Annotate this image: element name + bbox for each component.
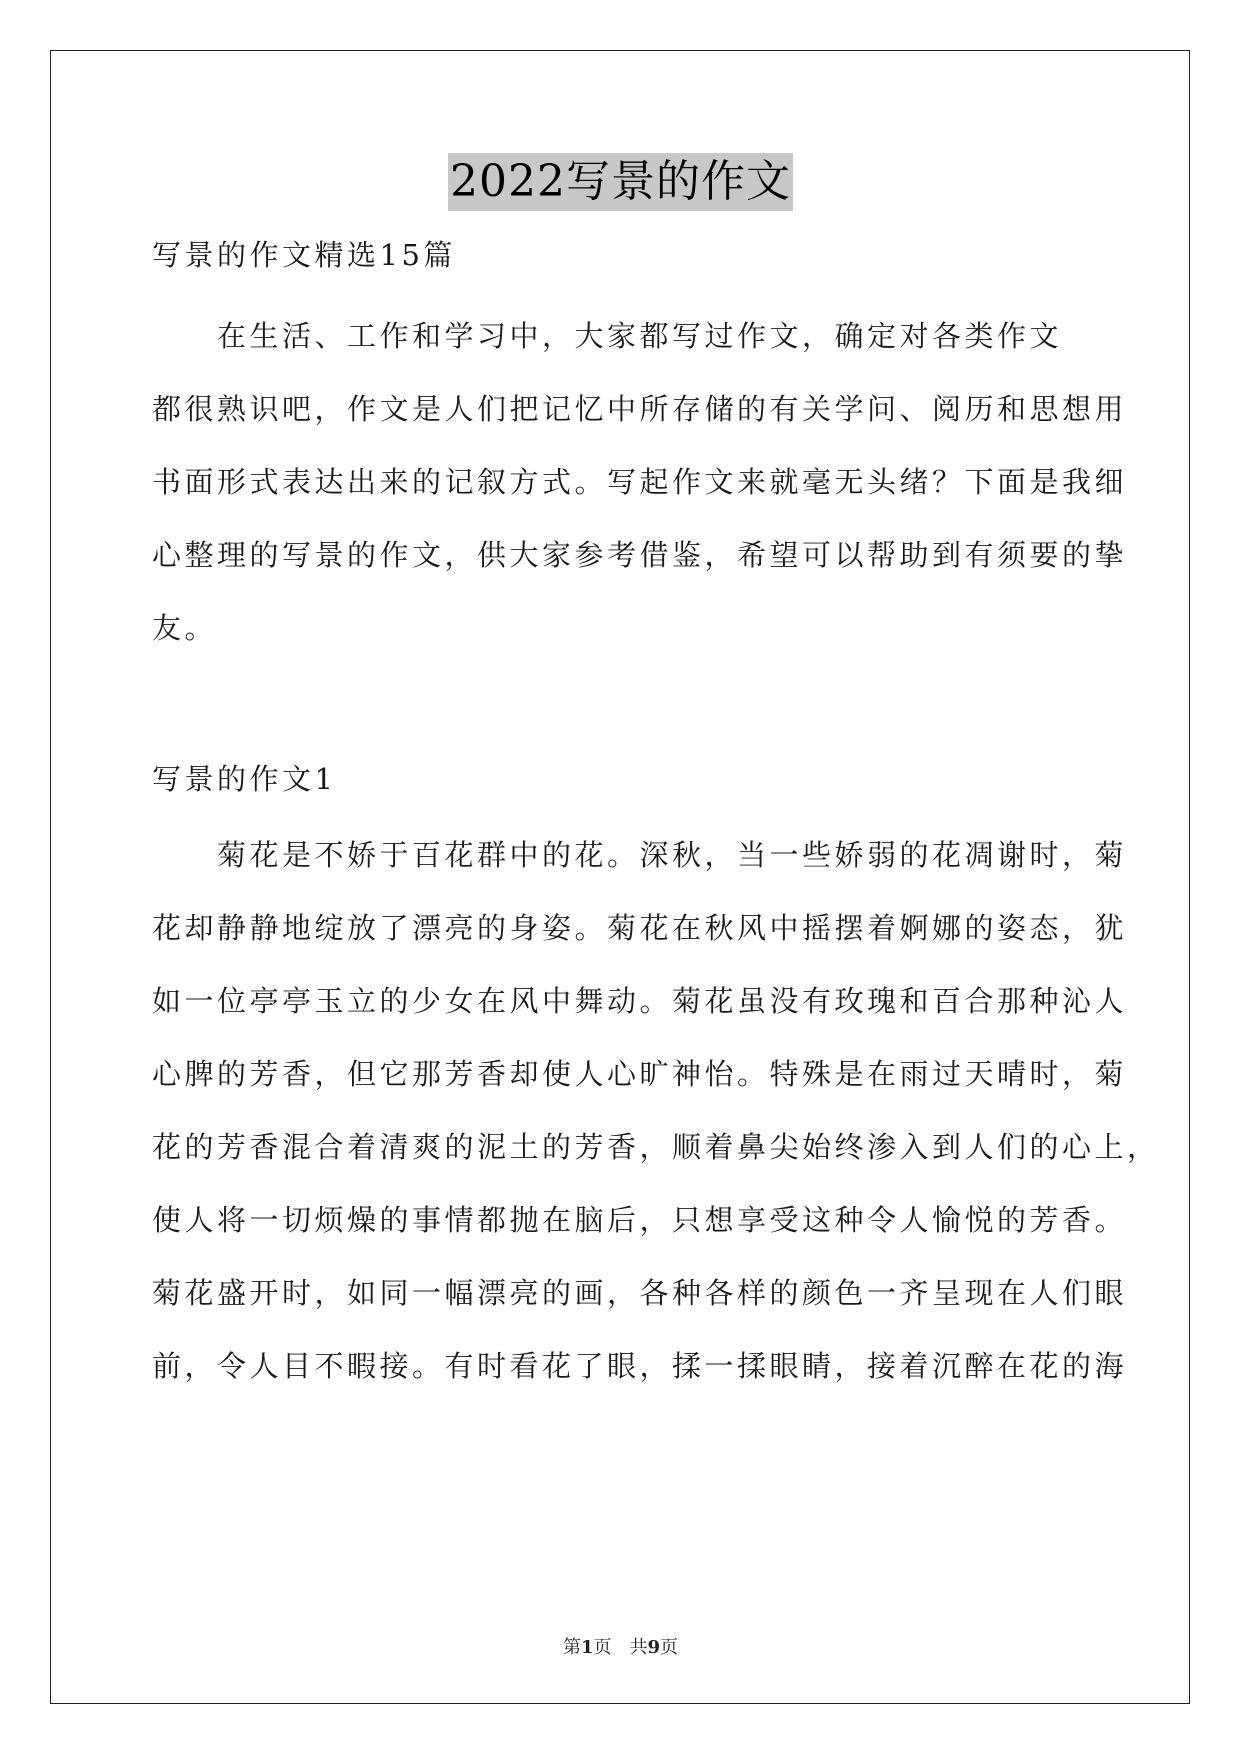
section-line: 使人将一切烦燥的事情都抛在脑后，只想享受这种令人愉悦的芳香。	[152, 1203, 1128, 1237]
footer-suffix: 页	[660, 1637, 679, 1658]
intro-line: 心整理的写景的作文，供大家参考借鉴，希望可以帮助到有须要的挚	[152, 538, 1128, 572]
section-line: 菊花盛开时，如同一幅漂亮的画，各种各样的颜色一齐呈现在人们眼	[152, 1276, 1128, 1310]
page-footer	[0, 1633, 1241, 1659]
subtitle: 写景的作文精选15篇	[152, 238, 456, 272]
intro-line: 在生活、工作和学习中，大家都写过作文，确定对各类作文	[152, 319, 1063, 353]
document-body	[152, 235, 1160, 1386]
document-title: 2022写景的作文	[448, 153, 793, 211]
section-line: 心脾的芳香，但它那芳香却使人心旷神怡。特殊是在雨过天晴时，菊	[152, 1057, 1128, 1091]
section-heading: 写景的作文1	[152, 762, 337, 796]
section-line: 花却静静地绽放了漂亮的身姿。菊花在秋风中摇摆着婀娜的姿态，犹	[152, 911, 1128, 945]
intro-line: 友。	[152, 611, 218, 645]
footer-page-total: 9	[647, 1637, 661, 1658]
section-line: 前，令人目不暇接。有时看花了眼，揉一揉眼睛，接着沉醉在花的海	[152, 1349, 1128, 1383]
footer-page-current: 1	[580, 1637, 594, 1658]
section-line: 如一位亭亭玉立的少女在风中舞动。菊花虽没有玫瑰和百合那种沁人	[152, 984, 1128, 1018]
intro-line: 都很熟识吧，作文是人们把记忆中所存储的有关学问、阅历和思想用	[152, 392, 1128, 426]
section-line: 花的芳香混合着清爽的泥土的芳香，顺着鼻尖始终渗入到人们的心上，	[152, 1130, 1160, 1164]
title-wrap	[0, 153, 1241, 211]
footer-mid: 页 共	[593, 1637, 648, 1658]
footer-prefix: 第	[562, 1637, 581, 1658]
intro-line: 书面形式表达出来的记叙方式。写起作文来就毫无头绪？下面是我细	[152, 465, 1128, 499]
section-line: 菊花是不娇于百花群中的花。深秋，当一些娇弱的花凋谢时，菊	[152, 838, 1128, 872]
